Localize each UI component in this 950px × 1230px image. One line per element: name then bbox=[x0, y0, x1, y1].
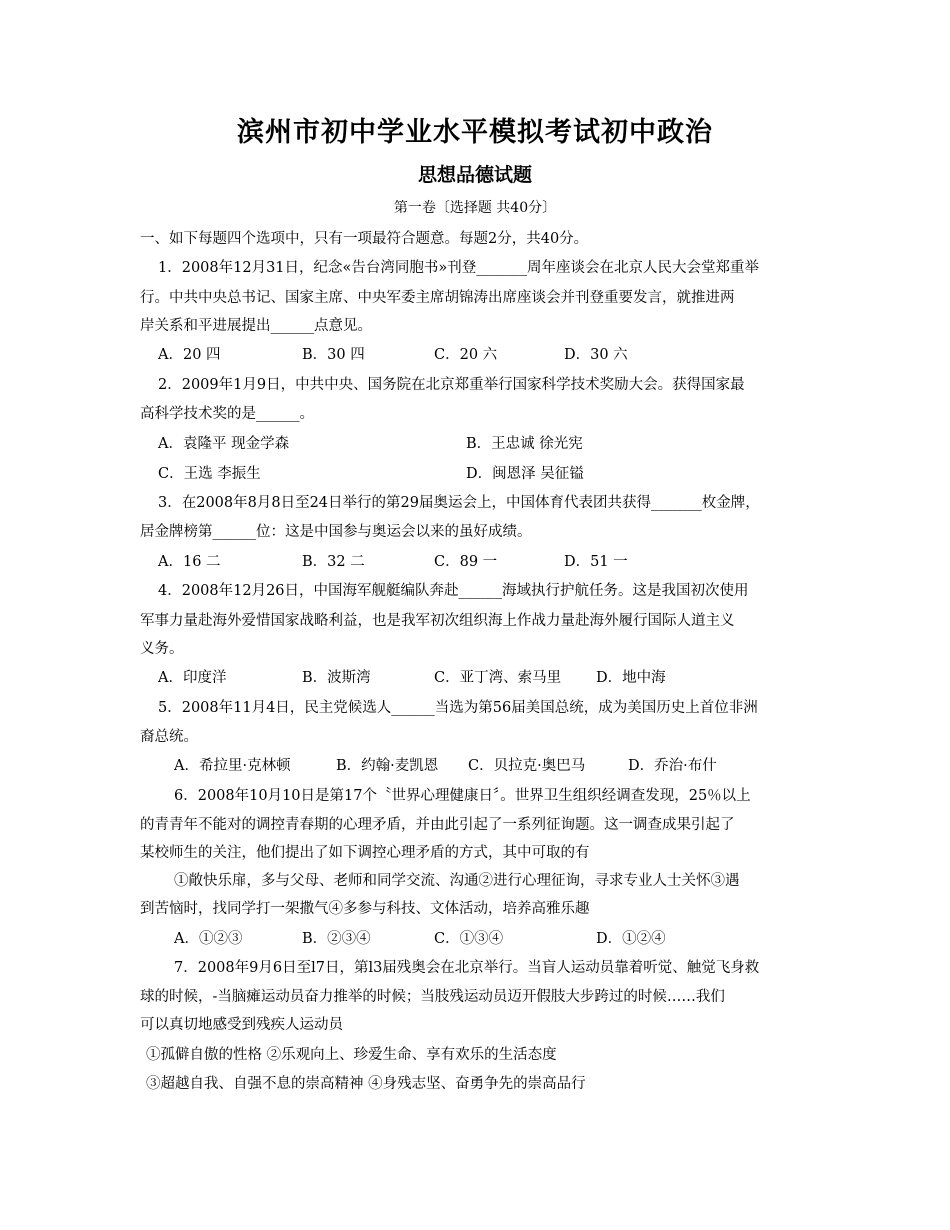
question-5-line-2: 裔总统。 bbox=[140, 729, 198, 745]
question-6-option-c: C．①③④ bbox=[434, 931, 504, 947]
question-2-option-a: A．袁隆平 现金学森 bbox=[158, 436, 290, 452]
question-6-line-5: 到苦恼时，找同学打一架撒气④多参与科技、文体活动，培养高雅乐趣 bbox=[140, 901, 590, 917]
question-6-line-4: ①敞快乐扉，多与父母、老师和同学交流、沟通②进行心理征询，寻求专业人士关怀③遇 bbox=[174, 873, 740, 889]
question-7-line-1: 7．2008年9月6日至l7日，第l3届残奥会在北京举行。当盲人运动员靠着听觉、触觉飞身救 bbox=[174, 960, 760, 976]
question-4-line-3: 义务。 bbox=[140, 641, 184, 657]
section-heading: 第一卷〔选择题 共40分〕 bbox=[393, 200, 557, 216]
instructions: 一、如下每题四个选项中，只有一项最符合题意。每题2分，共40分。 bbox=[140, 231, 589, 247]
question-5-option-d: D．乔治·布什 bbox=[628, 758, 717, 774]
question-1-line-3: 岸关系和平进展提出______点意见。 bbox=[140, 318, 372, 334]
question-6-line-1: 6．2008年10月10日是第17个〝世界心理健康日〞。世界卫生组织经调查发现，25％以上 bbox=[174, 788, 751, 804]
question-3-option-c: C．89 一 bbox=[434, 554, 498, 570]
question-3-option-a: A．16 二 bbox=[158, 554, 221, 570]
question-6-line-2: 的青青年不能对的调控青春期的心理矛盾，并由此引起了一系列征询题。这一调查成果引起了 bbox=[140, 817, 735, 833]
question-6-line-3: 某校师生的关注，他们提出了如下调控心理矛盾的方式，其中可取的有 bbox=[140, 845, 590, 861]
question-5-option-a: A．希拉里·克林顿 bbox=[174, 758, 291, 774]
question-2-line-1: 2．2009年1月9日，中共中央、国务院在北京郑重举行国家科学技术奖励大会。获得国家最 bbox=[158, 377, 745, 393]
question-3-option-b: B．32 二 bbox=[302, 554, 365, 570]
question-5-option-c: C．贝拉克·奥巴马 bbox=[468, 758, 586, 774]
question-7-statements-row-2: ③超越自我、自强不息的崇高精神 ④身残志坚、奋勇争先的崇高品行 bbox=[146, 1076, 586, 1092]
question-6-option-a: A．①②③ bbox=[174, 931, 243, 947]
question-7-line-3: 可以真切地感受到残疾人运动员 bbox=[140, 1017, 343, 1033]
question-7-statements-row-1: ①孤僻自傲的性格 ②乐观向上、珍爱生命、享有欢乐的生活态度 bbox=[146, 1047, 557, 1063]
question-4-line-2: 军事力量赴海外爱惜国家战略利益，也是我军初次组织海上作战力量赴海外履行国际人道主义 bbox=[140, 613, 735, 629]
page-title: 滨州市初中学业水平模拟考试初中政治 bbox=[237, 117, 713, 148]
question-1-option-a: A．20 四 bbox=[158, 347, 221, 363]
question-4-line-1: 4．2008年12月26日，中国海军舰艇编队奔赴______海域执行护航任务。这是我国初次使用 bbox=[158, 583, 749, 599]
question-3-option-d: D．51 一 bbox=[564, 554, 628, 570]
question-6-option-b: B．②③④ bbox=[302, 931, 371, 947]
question-5-line-1: 5．2008年11月4日，民主党候选人______当选为第56届美国总统，成为美国历史上首位非洲 bbox=[158, 700, 758, 716]
question-1-option-b: B．30 四 bbox=[302, 347, 365, 363]
question-1-line-2: 行。中共中央总书记、国家主席、中央军委主席胡锦涛出席座谈会并刊登重要发言，就推进两 bbox=[140, 290, 735, 306]
question-4-option-a: A．印度洋 bbox=[158, 670, 227, 686]
question-6-option-d: D．①②④ bbox=[596, 931, 666, 947]
page-subtitle: 思想品德试题 bbox=[417, 164, 532, 186]
question-7-line-2: 球的时候，-当脑瘫运动员奋力推举的时候；当肢残运动员迈开假肢大步跨过的时候……我们 bbox=[140, 989, 725, 1005]
question-2-option-b: B．王忠诚 徐光宪 bbox=[466, 436, 583, 452]
question-3-line-1: 3．在2008年8月8日至24日举行的第29届奥运会上，中国体育代表团共获得_______枚金牌， bbox=[158, 495, 760, 511]
question-4-option-d: D．地中海 bbox=[596, 670, 666, 686]
question-2-option-c: C．王选 李振生 bbox=[158, 466, 261, 482]
question-2-option-d: D．闽恩泽 吴征镒 bbox=[466, 466, 584, 482]
question-5-option-b: B．约翰·麦凯恩 bbox=[336, 758, 439, 774]
question-4-option-b: B．波斯湾 bbox=[302, 670, 371, 686]
question-1-line-1: 1．2008年12月31日，纪念«告台湾同胞书»刊登_______周年座谈会在北京人民大会堂郑重举 bbox=[158, 260, 760, 276]
question-4-option-c: C．亚丁湾、索马里 bbox=[434, 670, 562, 686]
question-1-option-d: D．30 六 bbox=[564, 347, 628, 363]
question-1-option-c: C．20 六 bbox=[434, 347, 498, 363]
question-2-line-2: 高科学技术奖的是______。 bbox=[140, 406, 314, 422]
question-3-line-2: 居金牌榜第______位：这是中国参与奥运会以来的虽好成绩。 bbox=[140, 524, 532, 540]
